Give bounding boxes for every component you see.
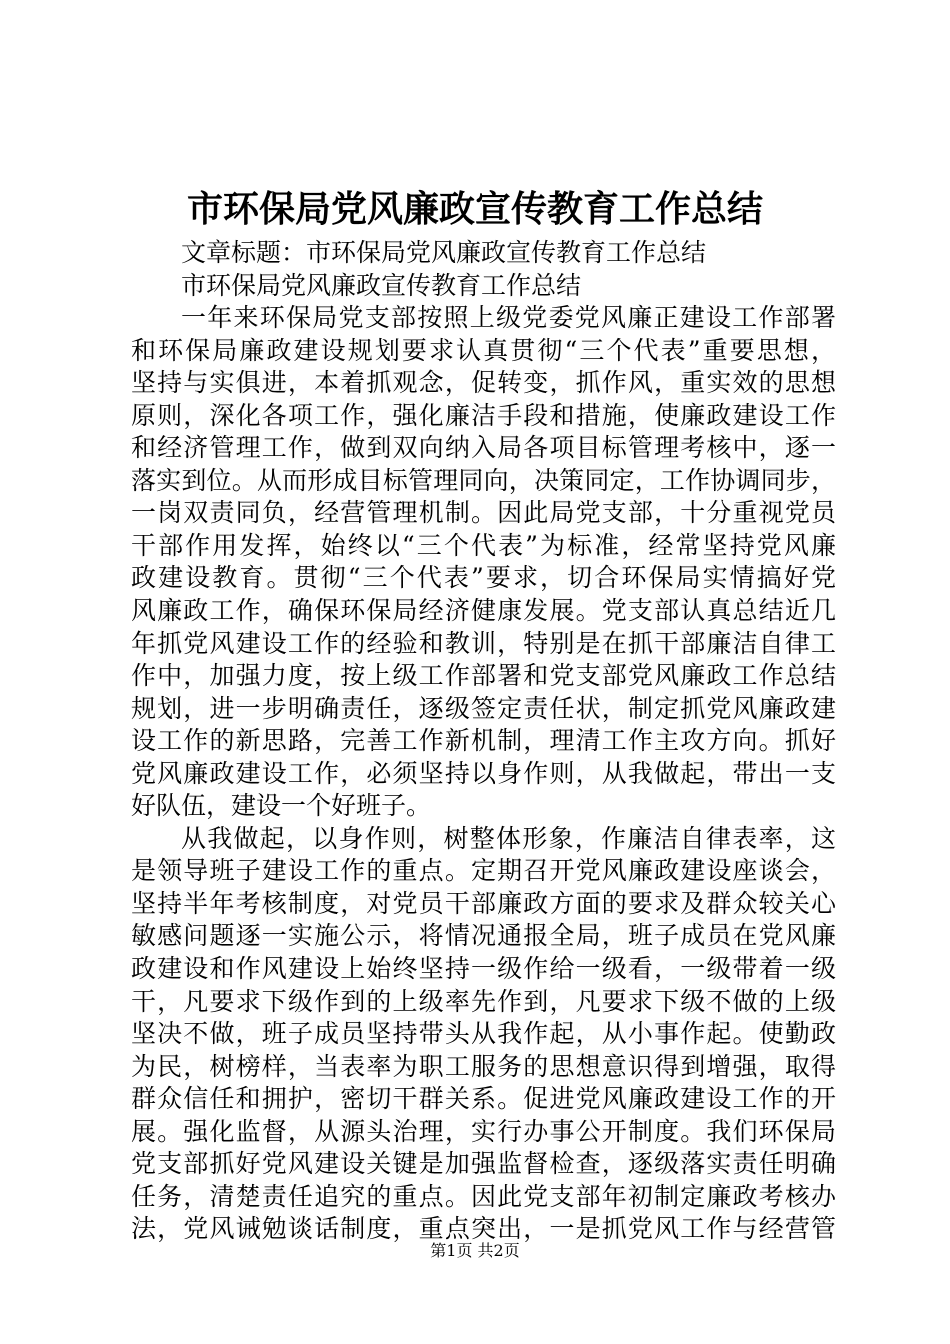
text-line: 原则，深化各项工作，强化廉洁手段和措施，使廉政建设工作 [131,400,836,430]
text-line: 年抓党风建设工作的经验和教训，特别是在抓干部廉洁自律工 [131,628,836,658]
paragraph-2 [131,823,836,1246]
text-line: 作中，加强力度，按上级工作部署和党支部党风廉政工作总结 [131,661,836,691]
text-line: 坚持半年考核制度，对党员干部廉政方面的要求及群众较关心 [131,888,836,918]
text-line: 设工作的新思路，完善工作新机制，理清工作主攻方向。抓好 [131,726,836,756]
text-line: 党支部抓好党风建设关键是加强监督检查，逐级落实责任明确 [131,1149,836,1179]
text-line: 任务，清楚责任追究的重点。因此党支部年初制定廉政考核办 [131,1181,836,1211]
text-line: 群众信任和拥护，密切干群关系。促进党风廉政建设工作的开 [131,1084,836,1114]
text-line: 敏感问题逐一实施公示，将情况通报全局，班子成员在党风廉 [131,921,836,951]
text-line: 法，党风诫勉谈话制度，重点突出，一是抓党风工作与经营管 [131,1214,836,1244]
document-body [131,237,836,1246]
text-line: 干，凡要求下级作到的上级率先作到，凡要求下级不做的上级 [131,986,836,1016]
article-title-line: 文章标题：市环保局党风廉政宣传教育工作总结 [181,238,707,267]
text-line: 是领导班子建设工作的重点。定期召开党风廉政建设座谈会， [131,856,836,886]
text-line: 落实到位。从而形成目标管理同向，决策同定，工作协调同步， [131,465,836,495]
text-line: 从我做起，以身作则，树整体形象，作廉洁自律表率，这 [181,823,836,853]
text-line: 党风廉政建设工作，必须坚持以身作则，从我做起，带出一支 [131,758,836,788]
text-line: 坚决不做，班子成员坚持带头从我作起，从小事作起。使勤政 [131,1019,836,1049]
text-line: 展。强化监督，从源头治理，实行办事公开制度。我们环保局 [131,1116,836,1146]
text-line: 一年来环保局党支部按照上级党委党风廉正建设工作部署 [181,303,836,333]
text-line: 政建设和作风建设上始终坚持一级作给一级看，一级带着一级 [131,954,836,984]
text-line: 一岗双责同负，经营管理机制。因此局党支部，十分重视党员 [131,498,836,528]
text-line: 好队伍，建设一个好班子。 [131,791,432,821]
text-line: 规划，进一步明确责任，逐级签定责任状，制定抓党风廉政建 [131,693,836,723]
page-footer: 第1页 共2页 [430,1241,520,1260]
text-line: 干部作用发挥，始终以“三个代表”为标准，经常坚持党风廉 [131,530,836,560]
text-line: 和经济管理工作，做到双向纳入局各项目标管理考核中，逐一 [131,433,836,463]
document-title: 市环保局党风廉政宣传教育工作总结 [186,188,763,230]
text-line: 和环保局廉政建设规划要求认真贯彻“三个代表”重要思想， [131,335,836,365]
text-line: 坚持与实俱进，本着抓观念，促转变，抓作风，重实效的思想 [131,368,836,398]
subtitle-line: 市环保局党风廉政宣传教育工作总结 [181,270,582,300]
text-line: 政建设教育。贯彻“三个代表”要求，切合环保局实情搞好党 [131,563,836,593]
text-line: 为民，树榜样，当表率为职工服务的思想意识得到增强，取得 [131,1051,836,1081]
paragraph-1 [131,302,836,823]
text-line: 风廉政工作，确保环保局经济健康发展。党支部认真总结近几 [131,596,836,626]
